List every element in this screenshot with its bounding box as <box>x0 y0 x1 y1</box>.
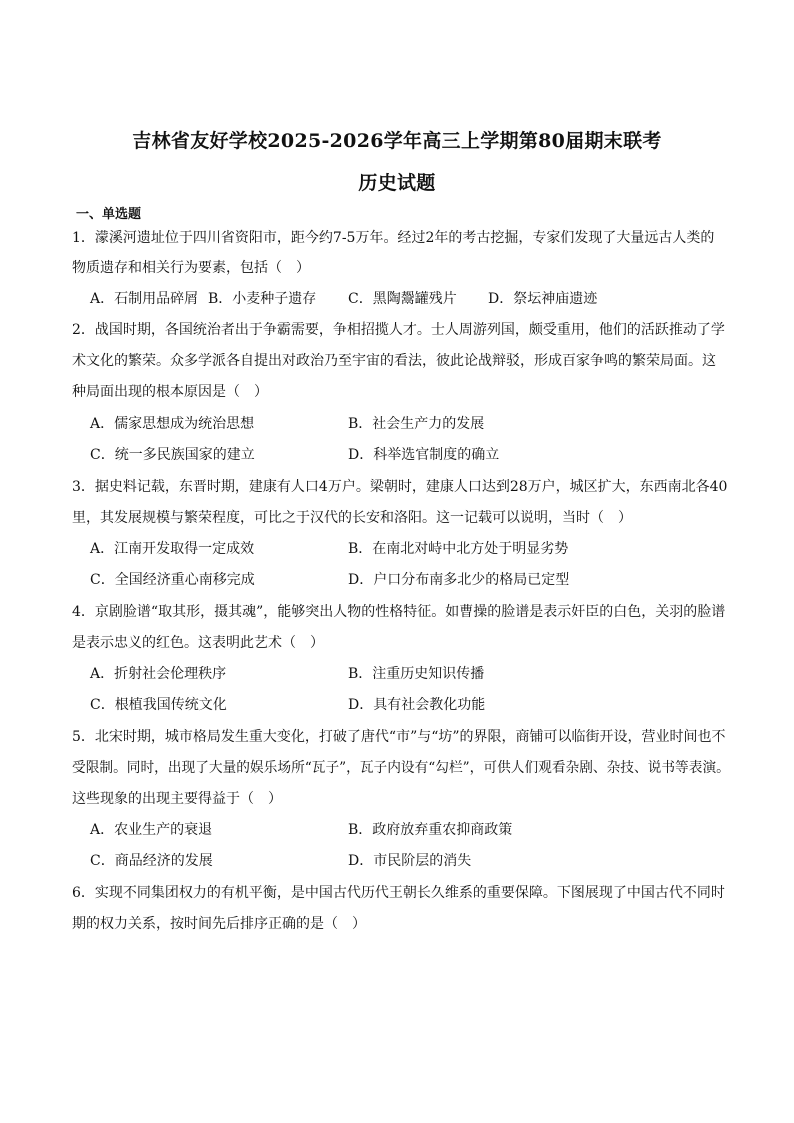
question-4-option-b: B．注重历史知识传播 <box>348 666 485 682</box>
exam-subtitle: 历史试题 <box>358 172 436 194</box>
question-4-option-c: C．根植我国传统文化 <box>90 697 227 713</box>
question-2-option-a: A．儒家思想成为统治思想 <box>90 416 255 432</box>
question-1-text-line: 物质遗存和相关行为要素，包括（ ） <box>72 260 310 276</box>
question-2-text-line: 术文化的繁荣。众多学派各自提出对政治乃至宇宙的看法，彼此论战辩驳，形成百家争鸣的繁荣局面。这 <box>72 353 716 369</box>
question-2-text-line: 种局面出现的根本原因是（ ） <box>72 384 268 400</box>
question-2-option-b: B．社会生产力的发展 <box>348 416 485 432</box>
exam-title: 吉林省友好学校2025-2026学年高三上学期第80届期末联考 <box>132 130 662 152</box>
section-heading: 一、单选题 <box>76 207 142 222</box>
question-5-option-c: C．商品经济的发展 <box>90 853 213 869</box>
question-2-option-c: C．统一多民族国家的建立 <box>90 447 255 463</box>
question-3-option-b: B．在南北对峙中北方处于明显劣势 <box>348 541 569 557</box>
question-5-option-d: D．市民阶层的消失 <box>348 853 472 869</box>
question-1-option-c: C．黑陶鬶罐残片 <box>348 291 457 307</box>
question-3-text-line: 3．据史料记载，东晋时期，建康有人口4万户。梁朝时，建康人口达到28万户，城区扩大，东西南北各40 <box>72 479 728 495</box>
question-1-text-line: 1．濛溪河遗址位于四川省资阳市，距今约7-5万年。经过2年的考古挖掘，专家们发现了大量远古人类的 <box>72 230 715 246</box>
question-4-text-line: 是表示忠义的红色。这表明此艺术（ ） <box>72 635 324 651</box>
question-5-text-line: 5．北宋时期，城市格局发生重大变化，打破了唐代“市”与“坊”的界限，商铺可以临街开设，营业时间也不 <box>72 729 726 745</box>
question-5-option-a: A．农业生产的衰退 <box>90 822 213 838</box>
question-6-text-line: 期的权力关系，按时间先后排序正确的是（ ） <box>72 916 366 932</box>
question-1-option-d: D．祭坛神庙遗迹 <box>488 291 598 307</box>
question-3-text-line: 里，其发展规模与繁荣程度，可比之于汉代的长安和洛阳。这一记载可以说明，当时（ ） <box>72 510 632 526</box>
question-4-option-a: A．折射社会伦理秩序 <box>90 666 227 682</box>
question-2-option-d: D．科举选官制度的确立 <box>348 447 500 463</box>
question-5-text-line: 受限制。同时，出现了大量的娱乐场所“瓦子”，瓦子内设有“勾栏”，可供人们观看杂剧、杂技、说书等表演。 <box>72 760 730 776</box>
question-1-option-a: A．石制用品碎屑 <box>90 291 199 307</box>
question-3-option-a: A．江南开发取得一定成效 <box>90 541 255 557</box>
question-2-text-line: 2．战国时期，各国统治者出于争霸需要，争相招揽人才。士人周游列国，颇受重用，他们的活跃推动了学 <box>72 322 725 338</box>
question-4-text-line: 4．京剧脸谱“取其形，摄其魂”，能够突出人物的性格特征。如曹操的脸谱是表示奸臣的白色，关羽的脸谱 <box>72 604 726 620</box>
question-5-option-b: B．政府放弃重农抑商政策 <box>348 822 513 838</box>
question-1-option-b: B．小麦种子遗存 <box>208 291 317 307</box>
question-6-text-line: 6．实现不同集团权力的有机平衡，是中国古代历代王朝长久维系的重要保障。下图展现了中国古代不同时 <box>72 885 725 901</box>
question-3-option-d: D．户口分布南多北少的格局已定型 <box>348 572 570 588</box>
question-4-option-d: D．具有社会教化功能 <box>348 697 486 713</box>
question-5-text-line: 这些现象的出现主要得益于（ ） <box>72 791 282 807</box>
question-3-option-c: C．全国经济重心南移完成 <box>90 572 255 588</box>
